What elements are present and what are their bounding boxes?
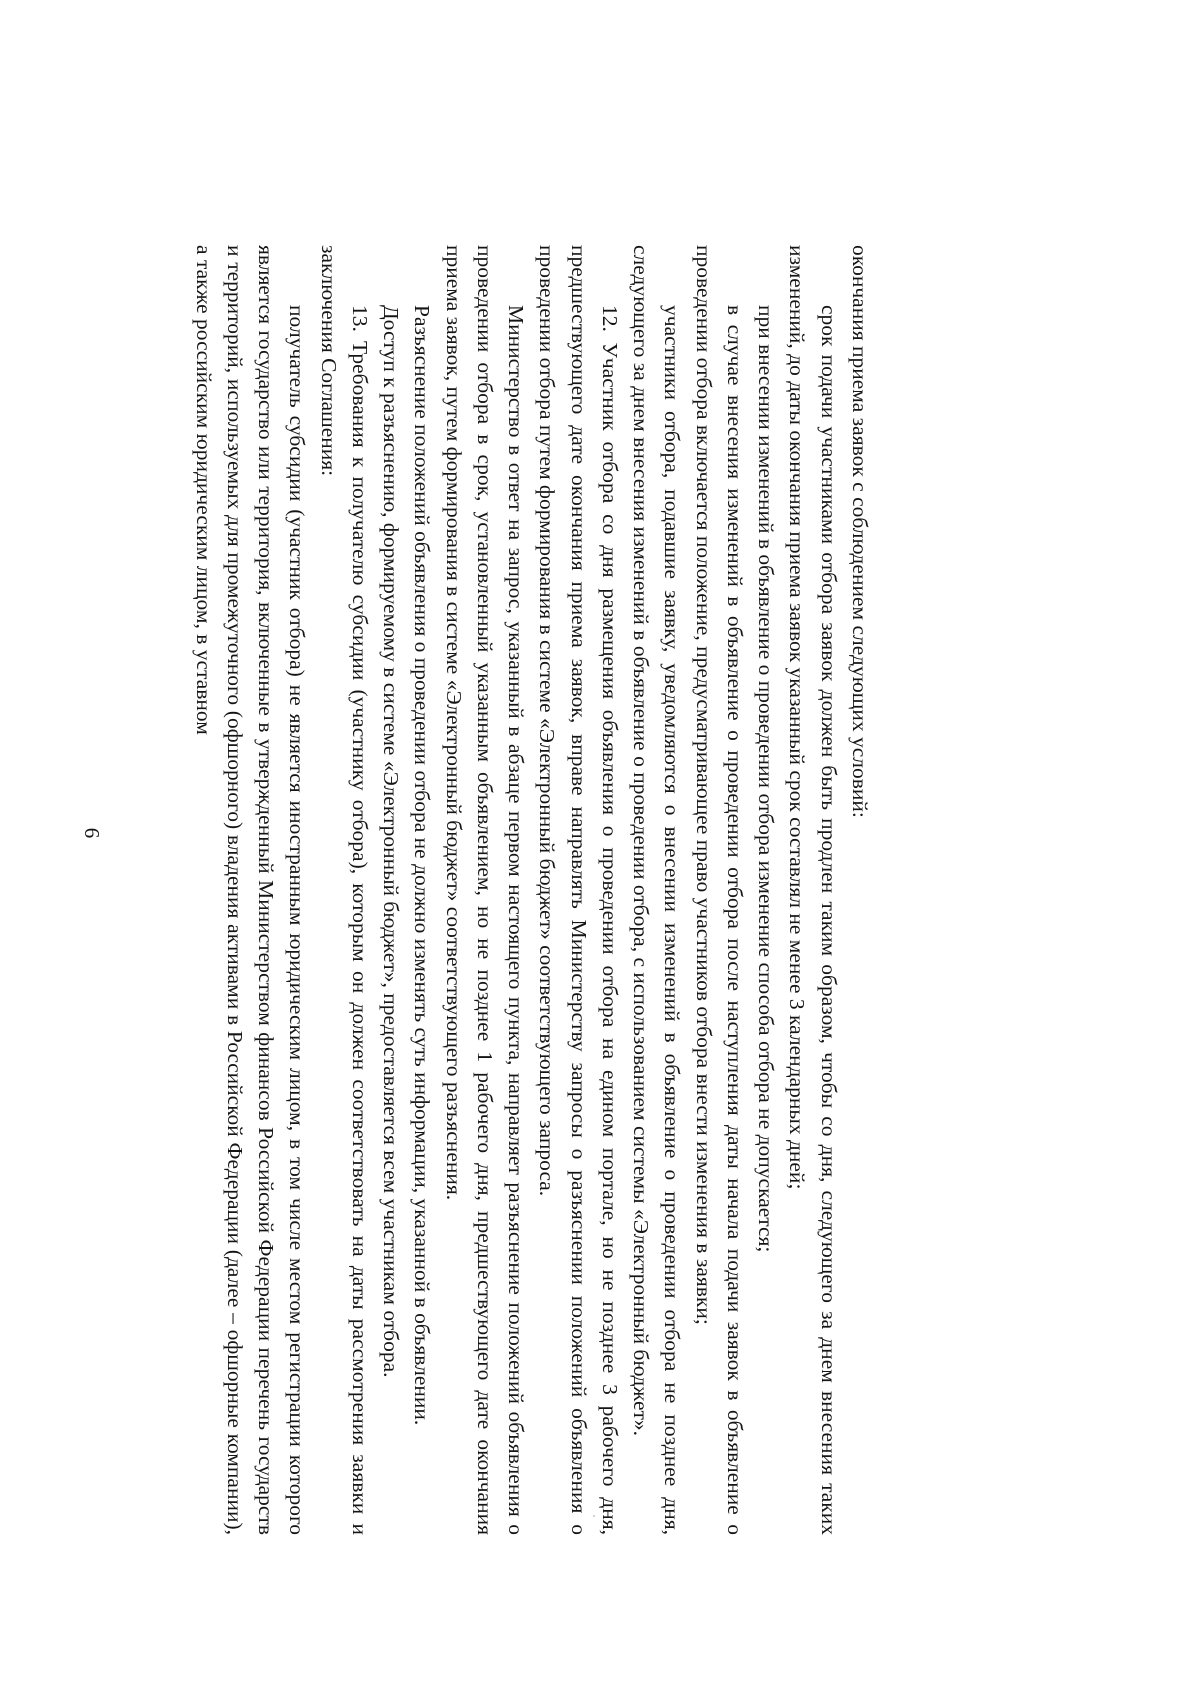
document-body: [191, 245, 875, 1535]
page-number: 6: [80, 827, 104, 839]
scan-speck: [593, 1515, 595, 1517]
paragraph: 13. Требования к получателю субсидии (участнику отбора), которым он должен соответствовать на даты рассмотрения заявки и заключения Соглашения:: [316, 245, 372, 1535]
paragraph: участники отбора, подавшие заявку, уведомляются о внесении изменений в объявление о проведении отбора не позднее дня, следующего за днем внесения изменений в объявление о проведении отбора, с использованием системы «Электронный бюджет».: [629, 245, 685, 1535]
paragraph: Разъяснение положений объявления о проведении отбора не должно изменять суть информации, указанной в объявлении.: [410, 305, 435, 1426]
paragraph: окончания приема заявок с соблюдением следующих условий:: [848, 245, 872, 818]
paragraph: получатель субсидии (участник отбора) не является иностранным юридическим лицом, в том числе местом регистрации которого является государство или территория, включенные в утвержденный Министерством финансов Российской Федерации перечень государств и территорий, используемых для промежуточного (офшорного) владения активами в Российской Федерации (далее – офшорные компании), а также российским юридическим лицом, в уставном: [191, 245, 310, 1535]
paragraph: в случае внесения изменений в объявление о проведении отбора после наступления даты начала подачи заявок в объявление о проведении отбора включается положение, предусматривающее право участников отбора внести изменения в заявки;: [691, 245, 747, 1535]
paragraph: при внесении изменений в объявление о проведении отбора изменение способа отбора не допускается;: [754, 305, 779, 1253]
paragraph: срок подачи участниками отбора заявок должен быть продлен таким образом, чтобы со дня, следующего за днем внесения таких изменений, до даты окончания приема заявок указанный срок составлял не менее 3 календарных дней;: [785, 245, 841, 1535]
paragraph: Доступ к разъяснению, формируемому в системе «Электронный бюджет», предоставляется всем участникам отбора.: [379, 305, 404, 1378]
paragraph: 12. Участник отбора со дня размещения объявления о проведении отбора на едином портале, но не позднее 3 рабочего дня, предшествующего дате окончания приема заявок, вправе направлять Министерству запросы о разъяснении положений объявления о проведении отбора путем формирования в системе «Электронный бюджет» соответствующего запроса.: [535, 245, 622, 1535]
paragraph: Министерство в ответ на запрос, указанный в абзаце первом настоящего пункта, направляет разъяснение положений объявления о проведении отбора в срок, установленный указанным объявлением, но не позднее 1 рабочего дня, предшествующего дате окончания приема заявок, путем формирования в системе «Электронный бюджет» соответствующего разъяснения.: [441, 245, 529, 1535]
